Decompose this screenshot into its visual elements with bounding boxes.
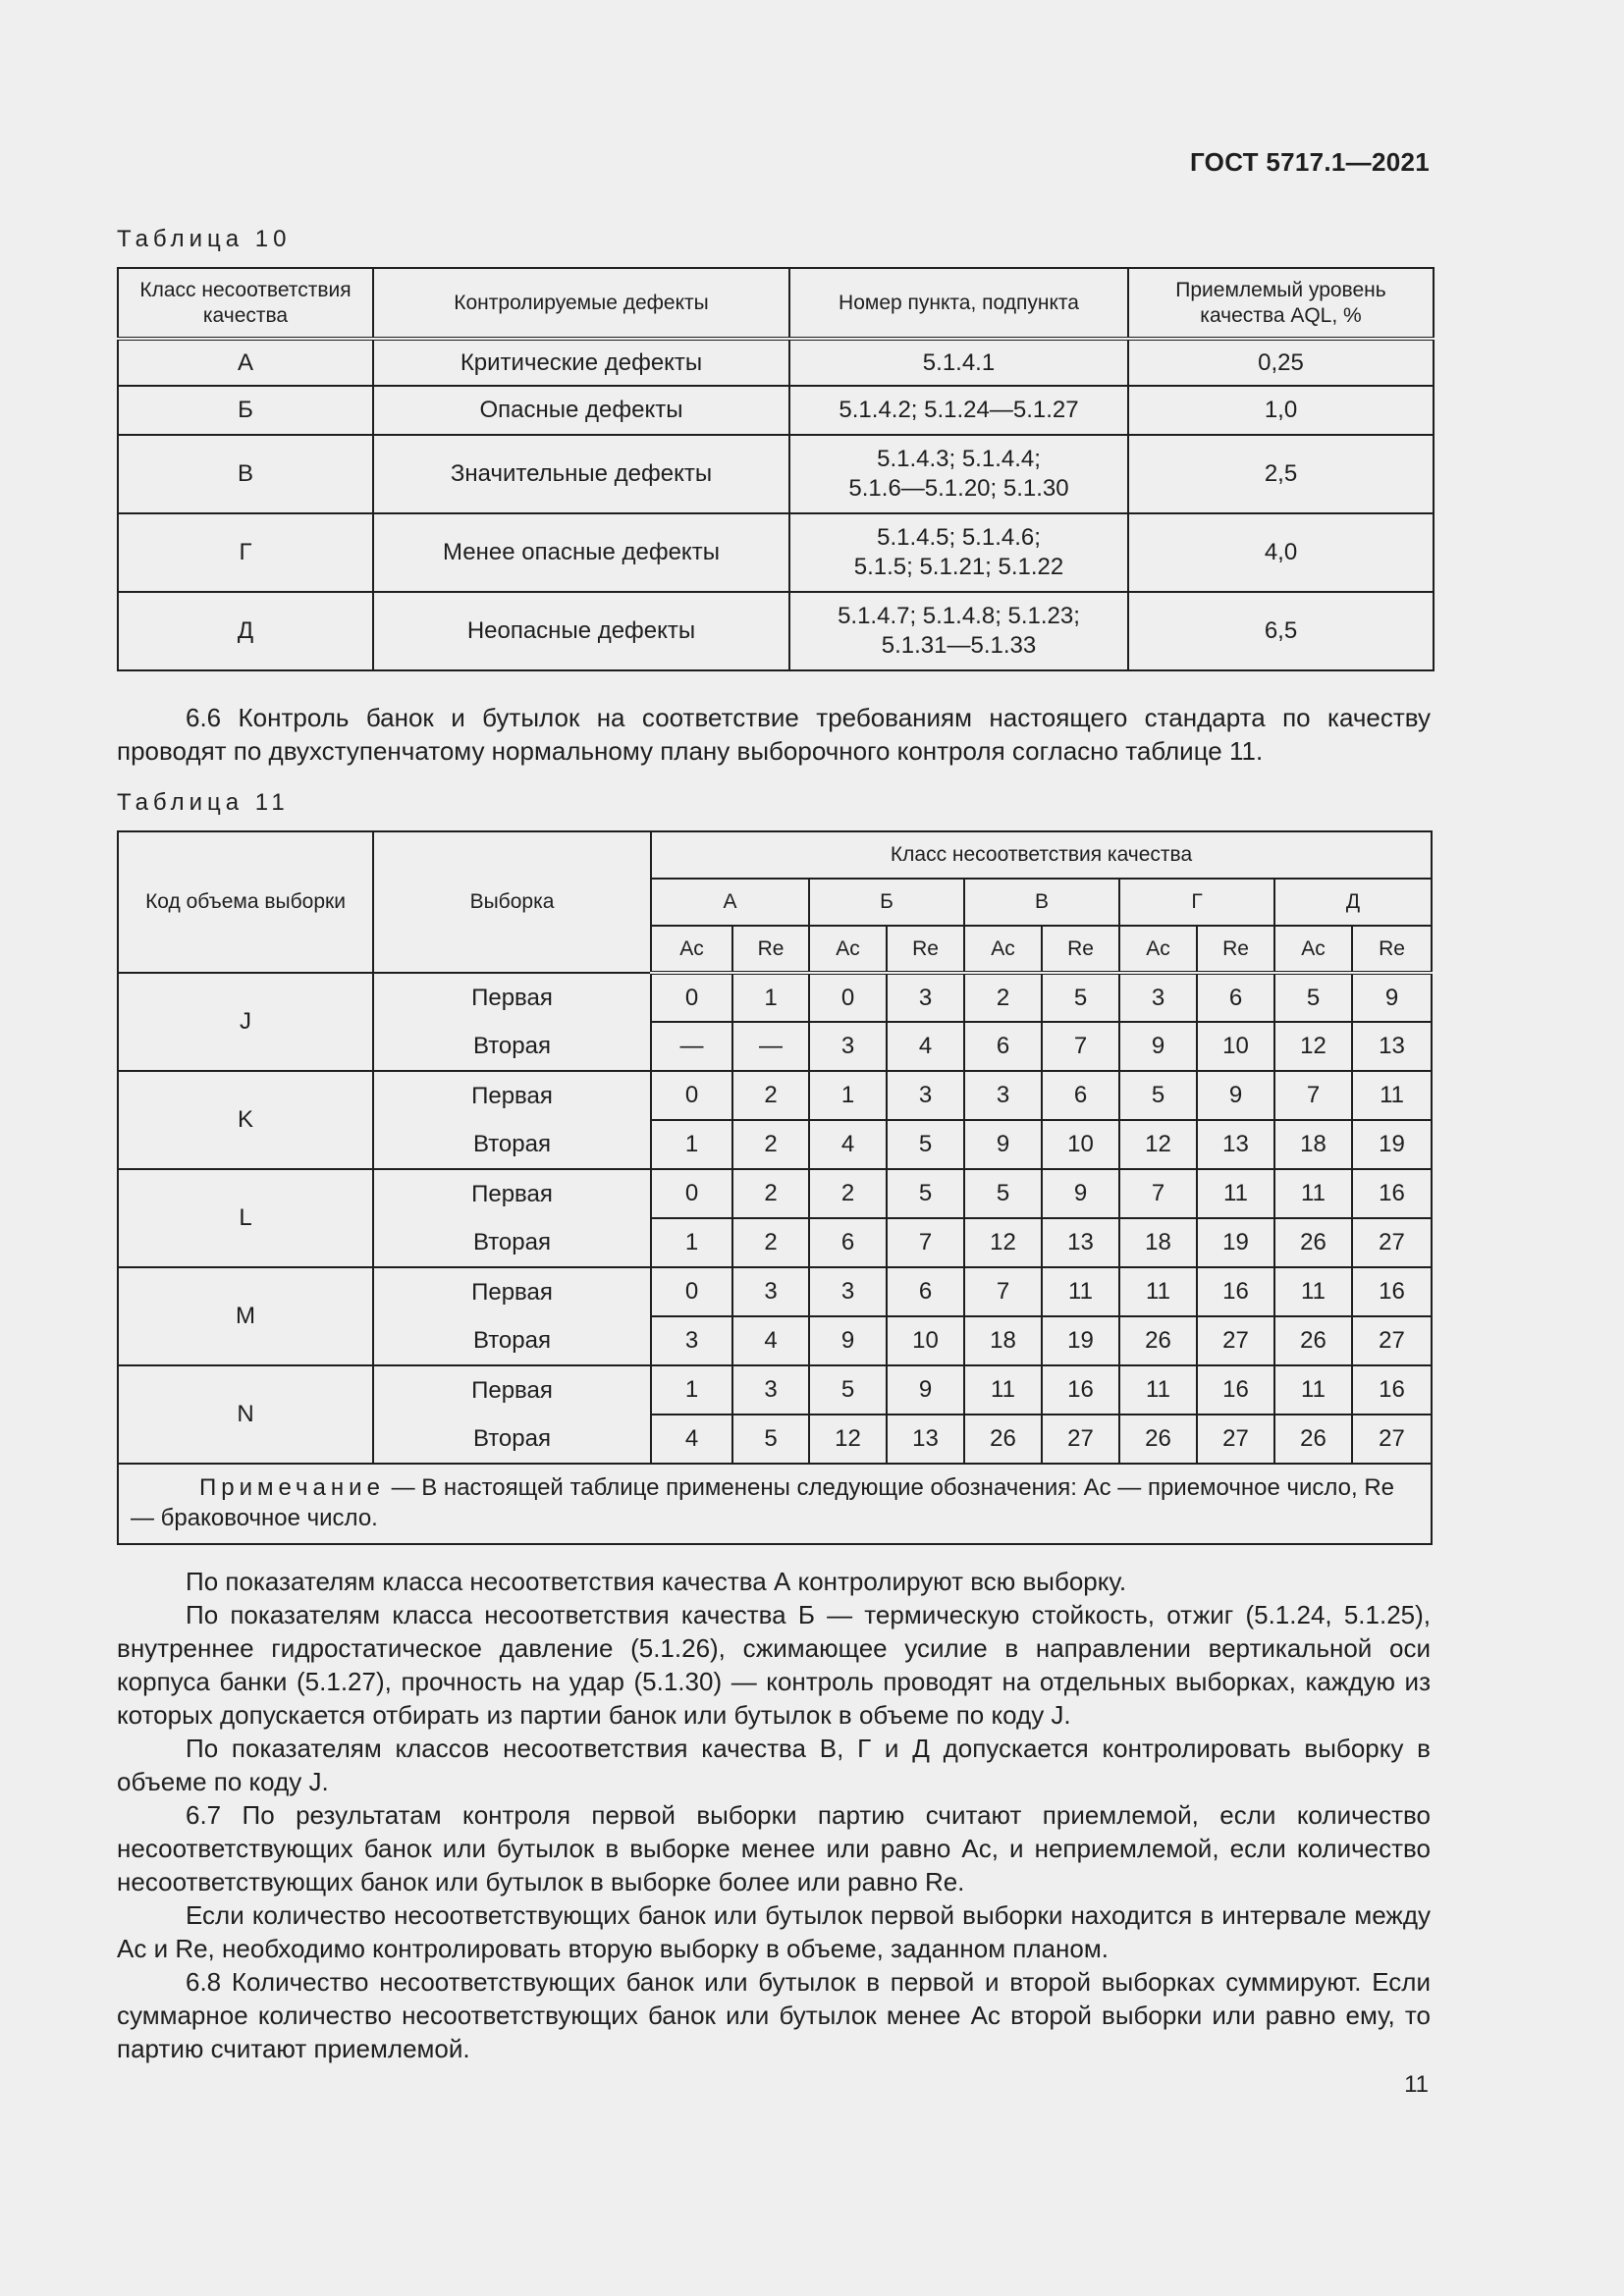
sample-code-cell: J bbox=[118, 973, 373, 1071]
sample-cell: Вторая bbox=[373, 1022, 651, 1071]
class-cell: В bbox=[118, 435, 373, 513]
ac-header: Ac bbox=[809, 926, 887, 973]
column-header-code: Код объема выборки bbox=[118, 831, 373, 973]
column-header: Класс несоответствия качества bbox=[118, 268, 373, 339]
table-11-caption: Таблица 11 bbox=[117, 789, 290, 816]
ac-value-cell: 2 bbox=[809, 1169, 887, 1218]
sample-cell: Первая bbox=[373, 1169, 651, 1218]
re-value-cell: 16 bbox=[1352, 1267, 1432, 1316]
re-value-cell: 9 bbox=[1042, 1169, 1119, 1218]
re-value-cell: 10 bbox=[1042, 1120, 1119, 1169]
ac-value-cell: 9 bbox=[809, 1316, 887, 1365]
items-cell bbox=[789, 513, 1128, 592]
re-value-cell: 19 bbox=[1197, 1218, 1274, 1267]
re-value-cell: 27 bbox=[1352, 1415, 1432, 1464]
class-header: Г bbox=[1119, 879, 1274, 926]
class-cell: Б bbox=[118, 386, 373, 435]
ac-value-cell: 3 bbox=[651, 1316, 732, 1365]
items-line: 5.1.4.5; 5.1.4.6; bbox=[877, 524, 1041, 551]
class-cell: Г bbox=[118, 513, 373, 592]
ac-value-cell: 7 bbox=[1119, 1169, 1197, 1218]
paragraph-6-7: 6.7 По результатам контроля первой выборки партию считают приемлемой, если количество несоответствующих банок или бутылок в выборке менее или равно Ac, и неприемлемой, если количество несоответствующих банок или бутылок в выборке более или равно Re. bbox=[117, 1800, 1431, 1896]
sample-cell: Первая bbox=[373, 1365, 651, 1415]
defects-cell: Опасные дефекты bbox=[373, 386, 789, 435]
ac-value-cell: 3 bbox=[809, 1022, 887, 1071]
ac-value-cell: 0 bbox=[651, 1267, 732, 1316]
items-cell bbox=[789, 435, 1128, 513]
column-header-sample: Выборка bbox=[373, 831, 651, 973]
paragraph: По показателям класса несоответствия качества Б — термическую стойкость, отжиг (5.1.24, 5.1.25), внутреннее гидростатическое давление (5.1.26), сжимающее усилие в направлении вертикальной оси корпуса банки (5.1.27), прочность на удар (5.1.30) — контроль проводят на отдельных выборках, каждую из которых допускается отбирать из партии банок или бутылок в объеме по коду J. bbox=[117, 1600, 1431, 1730]
re-value-cell: 27 bbox=[1352, 1218, 1432, 1267]
table-row bbox=[118, 973, 1432, 1022]
ac-value-cell: 7 bbox=[964, 1267, 1042, 1316]
re-value-cell: 6 bbox=[887, 1267, 964, 1316]
paragraph: По показателям классов несоответствия качества В, Г и Д допускается контролировать выборку в объеме по коду J. bbox=[117, 1734, 1431, 1796]
defects-cell: Неопасные дефекты bbox=[373, 592, 789, 670]
class-header: Д bbox=[1274, 879, 1432, 926]
ac-header: Ac bbox=[1119, 926, 1197, 973]
ac-value-cell: 11 bbox=[1274, 1365, 1352, 1415]
re-value-cell: 3 bbox=[887, 973, 964, 1022]
ac-value-cell: 12 bbox=[1119, 1120, 1197, 1169]
class-header: Б bbox=[809, 879, 964, 926]
ac-value-cell: 3 bbox=[809, 1267, 887, 1316]
ac-value-cell: 26 bbox=[964, 1415, 1042, 1464]
re-value-cell: 27 bbox=[1197, 1316, 1274, 1365]
aql-cell: 6,5 bbox=[1128, 592, 1434, 670]
table-header-row bbox=[118, 268, 1434, 339]
document-code: ГОСТ 5717.1—2021 bbox=[1189, 147, 1430, 177]
ac-value-cell: 12 bbox=[809, 1415, 887, 1464]
table-row bbox=[118, 513, 1434, 592]
note-text: — В настоящей таблице применены следующие обозначения: Ac — приемочное число, Re — браковочное число. bbox=[131, 1474, 1395, 1531]
aql-cell: 1,0 bbox=[1128, 386, 1434, 435]
page-number: 11 bbox=[1404, 2071, 1429, 2098]
re-value-cell: 9 bbox=[887, 1365, 964, 1415]
re-value-cell: 16 bbox=[1042, 1365, 1119, 1415]
sample-code-cell: M bbox=[118, 1267, 373, 1365]
re-header: Re bbox=[1042, 926, 1119, 973]
ac-value-cell: 18 bbox=[1119, 1218, 1197, 1267]
ac-value-cell: 9 bbox=[1119, 1022, 1197, 1071]
ac-value-cell: 0 bbox=[809, 973, 887, 1022]
class-cell: Д bbox=[118, 592, 373, 670]
table-10 bbox=[117, 267, 1435, 671]
re-header: Re bbox=[1352, 926, 1432, 973]
ac-header: Ac bbox=[651, 926, 732, 973]
table-note-row bbox=[118, 1464, 1432, 1544]
re-header: Re bbox=[887, 926, 964, 973]
column-header: Контролируемые дефекты bbox=[373, 268, 789, 339]
re-value-cell: 11 bbox=[1352, 1071, 1432, 1120]
ac-value-cell: 12 bbox=[1274, 1022, 1352, 1071]
re-value-cell: 2 bbox=[732, 1218, 809, 1267]
aql-cell: 4,0 bbox=[1128, 513, 1434, 592]
table-10-caption: Таблица 10 bbox=[117, 226, 292, 252]
re-value-cell: — bbox=[732, 1022, 809, 1071]
class-header: В bbox=[964, 879, 1119, 926]
ac-header: Ac bbox=[964, 926, 1042, 973]
ac-value-cell: 11 bbox=[1119, 1267, 1197, 1316]
ac-value-cell: 0 bbox=[651, 1071, 732, 1120]
table-11-body bbox=[118, 973, 1432, 1464]
sample-code-cell: L bbox=[118, 1169, 373, 1267]
paragraph: Если количество несоответствующих банок или бутылок первой выборки находится в интервале между Ac и Re, необходимо контролировать вторую выборку в объеме, заданном планом. bbox=[117, 1900, 1431, 1963]
re-value-cell: 27 bbox=[1352, 1316, 1432, 1365]
sample-cell: Вторая bbox=[373, 1120, 651, 1169]
re-value-cell: 5 bbox=[887, 1169, 964, 1218]
ac-value-cell: 5 bbox=[964, 1169, 1042, 1218]
ac-value-cell: 3 bbox=[964, 1071, 1042, 1120]
re-value-cell: 7 bbox=[887, 1218, 964, 1267]
table-row bbox=[118, 592, 1434, 670]
re-value-cell: 2 bbox=[732, 1071, 809, 1120]
ac-value-cell: 5 bbox=[1274, 973, 1352, 1022]
ac-value-cell: 5 bbox=[809, 1365, 887, 1415]
re-value-cell: 10 bbox=[887, 1316, 964, 1365]
ac-value-cell: 11 bbox=[964, 1365, 1042, 1415]
re-value-cell: 27 bbox=[1197, 1415, 1274, 1464]
ac-value-cell: — bbox=[651, 1022, 732, 1071]
items-line: 5.1.4.3; 5.1.4.4; bbox=[877, 446, 1041, 472]
items-line: 5.1.6—5.1.20; 5.1.30 bbox=[848, 475, 1069, 502]
sample-cell: Вторая bbox=[373, 1415, 651, 1464]
ac-value-cell: 9 bbox=[964, 1120, 1042, 1169]
sample-cell: Первая bbox=[373, 973, 651, 1022]
ac-value-cell: 1 bbox=[651, 1365, 732, 1415]
re-value-cell: 6 bbox=[1197, 973, 1274, 1022]
ac-value-cell: 2 bbox=[964, 973, 1042, 1022]
re-value-cell: 19 bbox=[1352, 1120, 1432, 1169]
re-value-cell: 5 bbox=[887, 1120, 964, 1169]
paragraph-6-6: 6.6 Контроль банок и бутылок на соответствие требованиям настоящего стандарта по качеству проводят по двухступенчатому нормальному плану выборочного контроля согласно таблице 11. bbox=[117, 703, 1431, 766]
class-header: А bbox=[651, 879, 809, 926]
column-header: Приемлемый уровень качества AQL, % bbox=[1128, 268, 1434, 339]
re-value-cell: 9 bbox=[1197, 1071, 1274, 1120]
ac-value-cell: 26 bbox=[1119, 1316, 1197, 1365]
re-value-cell: 9 bbox=[1352, 973, 1432, 1022]
column-header: Номер пункта, подпункта bbox=[789, 268, 1128, 339]
re-value-cell: 5 bbox=[732, 1415, 809, 1464]
ac-value-cell: 4 bbox=[651, 1415, 732, 1464]
ac-value-cell: 1 bbox=[651, 1120, 732, 1169]
re-value-cell: 3 bbox=[732, 1267, 809, 1316]
ac-value-cell: 26 bbox=[1274, 1218, 1352, 1267]
ac-value-cell: 7 bbox=[1274, 1071, 1352, 1120]
ac-value-cell: 6 bbox=[964, 1022, 1042, 1071]
re-value-cell: 4 bbox=[732, 1316, 809, 1365]
re-value-cell: 6 bbox=[1042, 1071, 1119, 1120]
re-value-cell: 11 bbox=[1042, 1267, 1119, 1316]
ac-value-cell: 26 bbox=[1274, 1415, 1352, 1464]
paragraph: По показателям класса несоответствия качества А контролируют всю выборку. bbox=[186, 1567, 1127, 1596]
ac-header: Ac bbox=[1274, 926, 1352, 973]
re-value-cell: 16 bbox=[1197, 1365, 1274, 1415]
ac-value-cell: 3 bbox=[1119, 973, 1197, 1022]
items-cell: 5.1.4.1 bbox=[789, 339, 1128, 386]
ac-value-cell: 26 bbox=[1119, 1415, 1197, 1464]
ac-value-cell: 1 bbox=[651, 1218, 732, 1267]
items-cell: 5.1.4.2; 5.1.24—5.1.27 bbox=[789, 386, 1128, 435]
paragraph-6-6-block bbox=[117, 701, 1431, 768]
table-row bbox=[118, 435, 1434, 513]
re-value-cell: 16 bbox=[1352, 1365, 1432, 1415]
re-value-cell: 5 bbox=[1042, 973, 1119, 1022]
table-row bbox=[118, 1169, 1432, 1218]
table-row bbox=[118, 386, 1434, 435]
ac-value-cell: 26 bbox=[1274, 1316, 1352, 1365]
re-value-cell: 2 bbox=[732, 1120, 809, 1169]
re-value-cell: 16 bbox=[1197, 1267, 1274, 1316]
table-row bbox=[118, 1365, 1432, 1415]
re-value-cell: 27 bbox=[1042, 1415, 1119, 1464]
defects-cell: Менее опасные дефекты bbox=[373, 513, 789, 592]
table-header-row bbox=[118, 831, 1432, 879]
re-value-cell: 13 bbox=[1197, 1120, 1274, 1169]
table-row bbox=[118, 1267, 1432, 1316]
ac-value-cell: 5 bbox=[1119, 1071, 1197, 1120]
body-paragraphs bbox=[117, 1565, 1431, 2065]
sample-cell: Вторая bbox=[373, 1316, 651, 1365]
re-value-cell: 13 bbox=[1352, 1022, 1432, 1071]
defects-cell: Критические дефекты bbox=[373, 339, 789, 386]
re-value-cell: 13 bbox=[887, 1415, 964, 1464]
ac-value-cell: 18 bbox=[964, 1316, 1042, 1365]
ac-value-cell: 1 bbox=[809, 1071, 887, 1120]
re-value-cell: 3 bbox=[887, 1071, 964, 1120]
re-value-cell: 13 bbox=[1042, 1218, 1119, 1267]
re-header: Re bbox=[1197, 926, 1274, 973]
re-value-cell: 16 bbox=[1352, 1169, 1432, 1218]
ac-value-cell: 11 bbox=[1274, 1169, 1352, 1218]
ac-value-cell: 11 bbox=[1274, 1267, 1352, 1316]
class-cell: А bbox=[118, 339, 373, 386]
re-value-cell: 19 bbox=[1042, 1316, 1119, 1365]
re-value-cell: 1 bbox=[732, 973, 809, 1022]
sample-code-cell: K bbox=[118, 1071, 373, 1169]
paragraph-6-8: 6.8 Количество несоответствующих банок или бутылок в первой и второй выборках суммируют. Если суммарное количество несоответствующих банок или бутылок менее Ac второй выборки или равно ему, то партию считают приемлемой. bbox=[117, 1967, 1431, 2063]
aql-cell: 2,5 bbox=[1128, 435, 1434, 513]
sample-cell: Вторая bbox=[373, 1218, 651, 1267]
re-value-cell: 3 bbox=[732, 1365, 809, 1415]
items-line: 5.1.4.7; 5.1.4.8; 5.1.23; bbox=[838, 603, 1080, 629]
ac-value-cell: 6 bbox=[809, 1218, 887, 1267]
aql-cell: 0,25 bbox=[1128, 339, 1434, 386]
table-row bbox=[118, 339, 1434, 386]
re-value-cell: 4 bbox=[887, 1022, 964, 1071]
note-label: Примечание bbox=[199, 1474, 385, 1501]
ac-value-cell: 0 bbox=[651, 973, 732, 1022]
sample-cell: Первая bbox=[373, 1267, 651, 1316]
table-11 bbox=[117, 830, 1433, 1545]
items-line: 5.1.31—5.1.33 bbox=[881, 632, 1037, 659]
defects-cell: Значительные дефекты bbox=[373, 435, 789, 513]
items-cell bbox=[789, 592, 1128, 670]
ac-value-cell: 11 bbox=[1119, 1365, 1197, 1415]
ac-value-cell: 0 bbox=[651, 1169, 732, 1218]
ac-value-cell: 4 bbox=[809, 1120, 887, 1169]
table-note bbox=[118, 1464, 1432, 1544]
re-value-cell: 2 bbox=[732, 1169, 809, 1218]
items-line: 5.1.5; 5.1.21; 5.1.22 bbox=[853, 554, 1064, 580]
sample-cell: Первая bbox=[373, 1071, 651, 1120]
sample-code-cell: N bbox=[118, 1365, 373, 1464]
re-value-cell: 10 bbox=[1197, 1022, 1274, 1071]
ac-value-cell: 18 bbox=[1274, 1120, 1352, 1169]
column-header-class: Класс несоответствия качества bbox=[651, 831, 1432, 879]
ac-value-cell: 12 bbox=[964, 1218, 1042, 1267]
re-value-cell: 11 bbox=[1197, 1169, 1274, 1218]
re-value-cell: 7 bbox=[1042, 1022, 1119, 1071]
re-header: Re bbox=[732, 926, 809, 973]
table-row bbox=[118, 1071, 1432, 1120]
